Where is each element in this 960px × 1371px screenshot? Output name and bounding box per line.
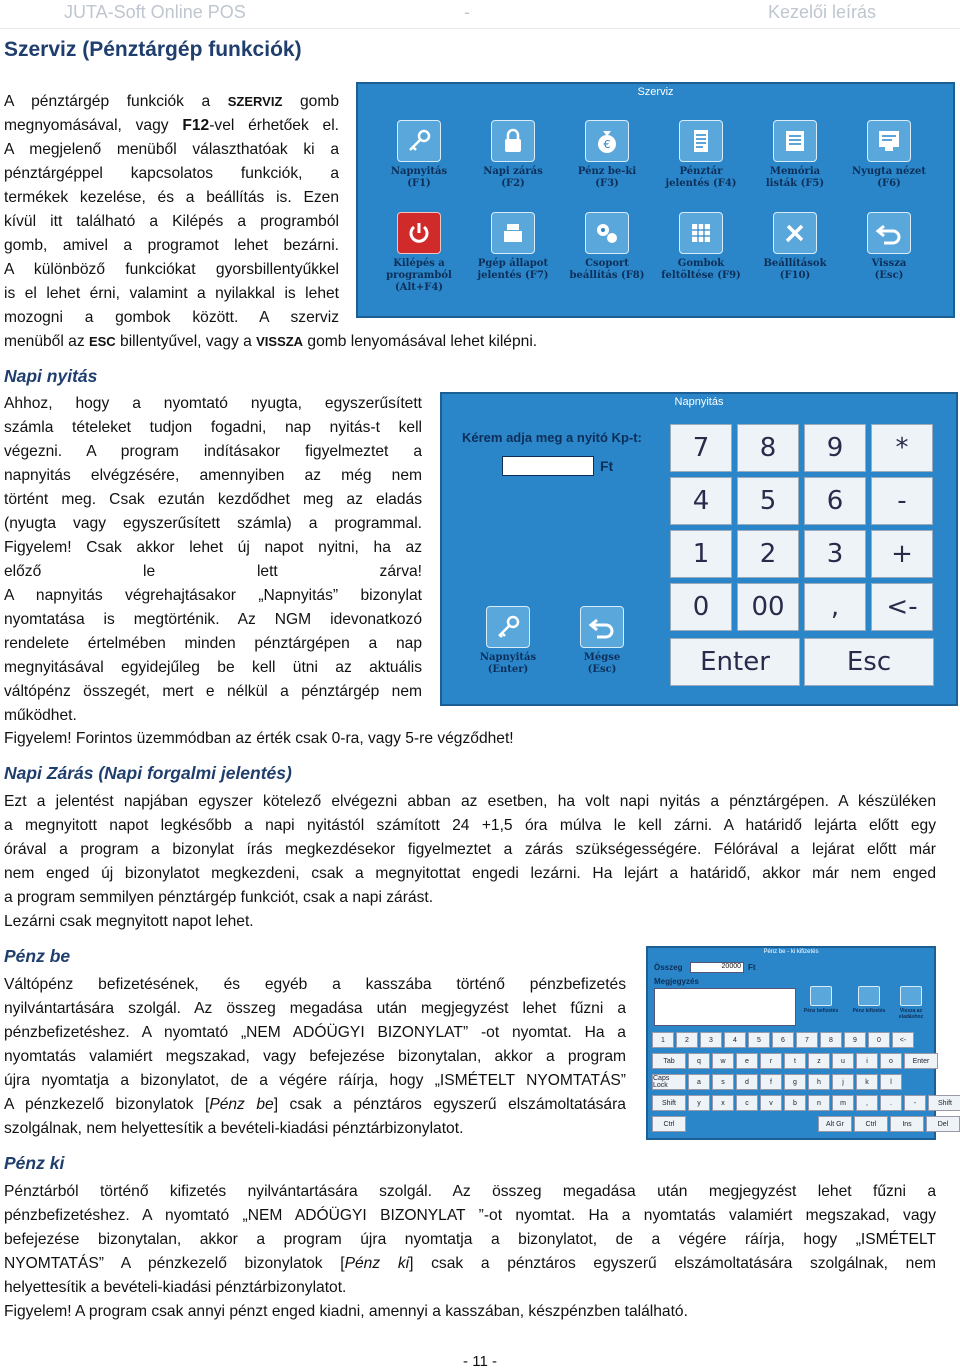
keyboard-key[interactable]: d <box>736 1074 758 1090</box>
szerviz-button-label: Pénz be-ki (F3) <box>577 166 637 189</box>
keyboard-key[interactable]: q <box>688 1053 710 1069</box>
keyboard-key[interactable]: 4 <box>724 1032 746 1048</box>
penz-ki-line-6: Figyelem! A program csak annyi pénzt enged kiadni, amennyi a kasszában, készpénzben található. <box>4 1303 688 1320</box>
szerviz-panel <box>356 82 955 318</box>
keyboard-key[interactable]: t <box>784 1053 806 1069</box>
penz-be-ki-dialog <box>646 946 952 1140</box>
napi-zaras-line-6: Lezárni csak megnyitott napot lehet. <box>4 913 254 930</box>
keypad-key[interactable]: * <box>871 424 933 472</box>
szerviz-panel-title: Szerviz <box>637 86 674 98</box>
intro-line-11: menüből az ESC billentyűvel, vagy a VISSZA gomb lenyomásával lehet kilépni. <box>4 333 538 350</box>
keyboard-key[interactable]: Del <box>926 1116 960 1132</box>
keypad-key[interactable]: 3 <box>804 530 866 578</box>
document-icon <box>679 120 723 162</box>
back-to-sale-label: Vissza az eladáshoz <box>898 1008 924 1020</box>
keyboard-key[interactable]: Enter <box>904 1053 938 1069</box>
szerviz-button-3[interactable] <box>560 120 654 190</box>
keypad-key[interactable]: - <box>871 477 933 525</box>
napi-nyitas-line-9: A napnyitás végrehajtásakor „Napnyitás” bizonylat <box>4 587 422 604</box>
keypad-key[interactable]: 5 <box>737 477 799 525</box>
penz-be-line-7: szolgálnak, nem helyettesítik a bevételi-kiadási pénztárbizonylatot. <box>4 1120 464 1137</box>
keyboard-key[interactable]: Ctrl <box>652 1116 686 1132</box>
szerviz-button-label: Kilépés a programból (Alt+F4) <box>386 258 452 293</box>
memory-list-icon <box>773 120 817 162</box>
intro-line-9: is el lehet érni, valamint a nyilakkal is lehet <box>4 285 339 302</box>
szerviz-button-10[interactable] <box>654 212 748 282</box>
lock-icon <box>491 120 535 162</box>
szerviz-button-4[interactable] <box>654 120 748 190</box>
keyboard-key[interactable]: <- <box>892 1032 914 1048</box>
keyboard-key[interactable]: Shift <box>928 1095 960 1111</box>
keyboard-key[interactable]: r <box>760 1053 782 1069</box>
keyboard-key[interactable]: u <box>832 1053 854 1069</box>
intro-line-4: pénztárgéppel kapcsolatos funkciók, a <box>4 165 339 182</box>
keyboard-key[interactable]: Ins <box>890 1116 924 1132</box>
gears-icon <box>585 212 629 254</box>
keyboard-key[interactable]: 9 <box>844 1032 866 1048</box>
keyboard-key[interactable]: y <box>688 1095 710 1111</box>
keyboard-key[interactable]: m <box>832 1095 854 1111</box>
keyboard-key[interactable]: 7 <box>796 1032 818 1048</box>
keyboard-key[interactable]: o <box>880 1053 902 1069</box>
szerviz-button-5[interactable] <box>748 120 842 190</box>
penz-ki-line-2: pénzbefizetéshez. A nyomtató „NEM ADÓÜGYI BIZONYLAT ”-ot nyomtat. Ha a nyomtatás valamiért megszakad, vagy <box>4 1207 936 1224</box>
szerviz-button-8[interactable] <box>466 212 560 282</box>
keyboard-key[interactable]: k <box>856 1074 878 1090</box>
keyboard-key[interactable]: 5 <box>748 1032 770 1048</box>
page-number: - 11 - <box>463 1353 497 1370</box>
opening-cash-input[interactable] <box>502 456 594 476</box>
szerviz-button-7[interactable] <box>372 212 466 294</box>
penz-be-line-1: Váltópénz befizetésének, és egyéb a kasszába történő pénzbefizetés <box>4 976 626 993</box>
keyboard-key[interactable]: 0 <box>868 1032 890 1048</box>
szerviz-button-1[interactable] <box>372 120 466 190</box>
keyboard-key[interactable]: 6 <box>772 1032 794 1048</box>
keyboard-key[interactable]: f <box>760 1074 782 1090</box>
keyboard-key[interactable]: Shift <box>652 1095 686 1111</box>
amount-label: Összeg <box>654 963 683 972</box>
napi-nyitas-line-13: váltópénz összegét, mert e nélkül a pénztárgép nem <box>4 683 422 700</box>
keyboard-key[interactable]: 2 <box>676 1032 698 1048</box>
szerviz-button-label: Napnyitás (F1) <box>390 166 448 189</box>
keyboard-key[interactable]: g <box>784 1074 806 1090</box>
keyboard-key[interactable]: v <box>760 1095 782 1111</box>
power-icon <box>397 212 441 254</box>
penz-be-line-3: pénzbefizetéshez. A nyomtató „NEM ADÓÜGYI BIZONYLAT” -ot nyomtat. Ha a <box>4 1024 626 1041</box>
keypad-key[interactable]: <- <box>871 583 933 631</box>
money-bag-icon[interactable] <box>858 986 880 1006</box>
keyboard-key[interactable]: 8 <box>820 1032 842 1048</box>
tools-icon <box>773 212 817 254</box>
keyboard-key[interactable]: x <box>712 1095 734 1111</box>
penz-ki-heading: Pénz ki <box>4 1153 65 1173</box>
penz-be-line-4: nyomtatás valamiért megszakad, vagy befejezése bizonytalan, akkor a program <box>4 1048 626 1065</box>
keyboard-key[interactable]: . <box>880 1095 902 1111</box>
napi-nyitas-line-2: számla tételeket tudjon fogadni, nap nyitás-t kell <box>4 419 422 436</box>
key-icon <box>486 606 530 648</box>
receipt-view-icon <box>867 120 911 162</box>
szerviz-button-label: Gombok feltöltése (F9) <box>661 258 741 281</box>
intro-line-2: megnyomásával, vagy F12-vel érhetőek el. <box>4 117 339 134</box>
penz-ki-line-3: befejezése bizonytalan, akkor a program újra nyomtatja a bizonylatot, de a végére ráírja, hogy „ISMÉTELT <box>4 1231 936 1248</box>
intro-line-3: A megjelenő menüből választhatóak ki a <box>4 141 339 158</box>
penz-ki-line-1: Pénztárból történő kifizetés nyilvántartására szolgál. Az összeg megadása után megjegyzést lehet fűzni a <box>4 1183 936 1200</box>
keypad-key[interactable]: , <box>804 583 866 631</box>
napi-nyitas-line-3: végezni. A program indításakor figyelmeztet a <box>4 443 422 460</box>
napnyitas-dialog <box>440 392 958 706</box>
penz-ki-line-4: NYOMTATÁS” A pénzkezelő bizonylatok [Pénz ki] csak a pénztáros egyszerű elszámoltatására szolgálnak, nem <box>4 1255 936 1272</box>
keyboard-key[interactable]: s <box>712 1074 734 1090</box>
intro-line-6: kívül itt található a Kilépés a programból <box>4 213 339 230</box>
keyboard-key[interactable]: 3 <box>700 1032 722 1048</box>
page-title: Szerviz (Pénztárgép funkciók) <box>4 38 302 61</box>
napnyitas-cancel-button[interactable]: Mégse (Esc) <box>564 606 640 676</box>
napi-nyitas-line-12: megnyitásával egyidejűleg be kell ütni az aktuális <box>4 659 422 676</box>
keyboard-key[interactable]: l <box>880 1074 902 1090</box>
szerviz-button-2[interactable] <box>466 120 560 190</box>
comment-input[interactable] <box>654 988 796 1026</box>
keyboard-key[interactable]: Tab <box>652 1053 686 1069</box>
back-arrow-icon <box>867 212 911 254</box>
penz-be-heading: Pénz be <box>4 946 71 966</box>
napnyitas-confirm-button[interactable]: Napnyitás (Enter) <box>470 606 546 676</box>
enter-key[interactable]: Enter <box>670 638 800 686</box>
szerviz-button-label: Csoport beállítás (F8) <box>569 258 645 281</box>
keyboard-key[interactable]: e <box>736 1053 758 1069</box>
keypad-key[interactable]: 2 <box>737 530 799 578</box>
keyboard-key[interactable]: a <box>688 1074 710 1090</box>
napi-nyitas-line-10: nyomtatása is megtörténik. Az NGM idevonatkozó <box>4 611 422 628</box>
deposit-button-label: Pénz befizetés <box>803 1008 839 1014</box>
esc-key[interactable]: Esc <box>804 638 934 686</box>
comment-label: Megjegyzés <box>654 977 699 986</box>
szerviz-button-6[interactable] <box>842 120 936 190</box>
napi-nyitas-heading: Napi nyitás <box>4 366 98 386</box>
keyboard-key[interactable]: h <box>808 1074 830 1090</box>
key-icon <box>397 120 441 162</box>
amount-unit: Ft <box>748 963 756 972</box>
keypad-key[interactable]: 4 <box>670 477 732 525</box>
napi-nyitas-line-11: rendelete értelmében minden pénztárgépen a nap <box>4 635 422 652</box>
back-arrow-icon <box>580 606 624 648</box>
money-bag-icon <box>585 120 629 162</box>
napi-nyitas-line-5: történt meg. Csak ezután kezdődhet meg az eladás <box>4 491 422 508</box>
keypad-key[interactable]: + <box>871 530 933 578</box>
keyboard-key[interactable]: - <box>904 1095 926 1111</box>
napi-zaras-line-4: nem enged új bizonylatot megkezdeni, csak a megnyitottat engedi lezárni. Ha lejárt a határidő, akkor már nem enged <box>4 865 936 882</box>
szerviz-button-label: Pénztár jelentés (F4) <box>665 166 737 189</box>
szerviz-button-label: Pgép állapot jelentés (F7) <box>477 258 549 281</box>
keypad-key[interactable]: 1 <box>670 530 732 578</box>
keyboard-key[interactable]: i <box>856 1053 878 1069</box>
keyboard-key[interactable]: b <box>784 1095 806 1111</box>
keyboard-key[interactable]: Alt Gr <box>818 1116 852 1132</box>
penz-be-line-6: A pénzkezelő bizonylatok [Pénz be] csak a pénztáros egyszerű elszámoltatására <box>4 1096 626 1113</box>
napi-nyitas-line-1: Ahhoz, hogy a nyomtató nyugta, egyszerűsített <box>4 395 422 412</box>
header-divider <box>0 28 960 29</box>
header-left: JUTA-Soft Online POS <box>64 2 246 22</box>
keypad-key[interactable]: 7 <box>670 424 732 472</box>
napi-nyitas-line-8: előző le lett zárva! <box>4 563 422 580</box>
napi-nyitas-line-7: Figyelem! Csak akkor lehet új napot nyitni, ha az <box>4 539 422 556</box>
keyboard-key[interactable]: z <box>808 1053 830 1069</box>
keypad-key[interactable]: 9 <box>804 424 866 472</box>
keyboard-key[interactable]: Ctrl <box>854 1116 888 1132</box>
szerviz-button-9[interactable] <box>560 212 654 282</box>
keyboard-key[interactable]: n <box>808 1095 830 1111</box>
keypad-key[interactable]: 6 <box>804 477 866 525</box>
napi-nyitas-line-14: működhet. <box>4 707 77 724</box>
keyboard-key[interactable]: , <box>856 1095 878 1111</box>
napi-zaras-line-3: órával a program a bizonylat írás megkezdésekor figyelmeztet a zárás szükségességére. Félórával a lejárat előtt már <box>4 841 936 858</box>
amount-input[interactable]: 20000 <box>690 962 744 973</box>
intro-line-7: gomb, amivel a programot lehet bezárni. <box>4 237 339 254</box>
szerviz-button-label: Vissza (Esc) <box>871 258 907 281</box>
napi-nyitas-line-6: (nyugta vagy egyszerűsített számla) a programmal. <box>4 515 422 532</box>
keyboard-key[interactable]: Caps Lock <box>652 1074 686 1090</box>
keyboard-key[interactable]: 1 <box>652 1032 674 1048</box>
napi-nyitas-line-4: napnyitás elvégzésére, amennyiben az még nem <box>4 467 422 484</box>
napi-zaras-line-1: Ezt a jelentést napjában egyszer kötelező elvégezni abban az esetben, ha volt napi nyitás a pénztárgépen. A készüléken <box>4 793 936 810</box>
back-arrow-icon[interactable] <box>900 986 922 1006</box>
keyboard-key[interactable]: w <box>712 1053 734 1069</box>
napi-zaras-line-2: a megnyitott napot legkésőbb a napi nyitástól számított 24 +1,5 óra múlva le kell zárni. A határidő lejárta előtt egy <box>4 817 936 834</box>
napi-zaras-heading: Napi Zárás (Napi forgalmi jelentés) <box>4 763 292 783</box>
szerviz-button-label: Beállítások (F10) <box>763 258 827 281</box>
napi-zaras-line-5: a program semmilyen pénztárgép funkciót, csak a napi zárást. <box>4 889 434 906</box>
page-header <box>0 0 960 26</box>
napi-nyitas-warning: Figyelem! Forintos üzemmódban az érték csak 0-ra, vagy 5-re végződhet! <box>4 730 514 747</box>
penz-ki-line-5: helyettesítik a bevételi-kiadási pénztárbizonylatot. <box>4 1279 347 1296</box>
napnyitas-prompt: Kérem adja meg a nyitó Kp-t: <box>462 430 642 445</box>
intro-line-10: mozogni a gombok között. A szerviz <box>4 309 339 326</box>
intro-line-8: A különböző funkciókat gyorsbillentyűkkel <box>4 261 339 278</box>
penz-dialog-title: Pénz be - ki kifizetés <box>763 949 819 955</box>
keypad-key[interactable]: 00 <box>737 583 799 631</box>
szerviz-button-label: Memória listák (F5) <box>765 166 825 189</box>
intro-line-1: A pénztárgép funkciók a SZERVIZ gomb <box>4 93 340 110</box>
szerviz-button-12[interactable] <box>842 212 936 282</box>
szerviz-button-label: Nyugta nézet (F6) <box>851 166 927 189</box>
szerviz-button-label: Napi zárás (F2) <box>483 166 543 189</box>
cash-register-icon <box>491 212 535 254</box>
napnyitas-dialog-title: Napnyitás <box>674 396 724 408</box>
header-right: Kezelői leírás <box>768 2 877 22</box>
currency-unit: Ft <box>600 458 614 474</box>
svg-text:€: € <box>603 138 611 151</box>
penz-be-line-2: nyilvántartására szolgál. Az összeg megadása után megjegyzést lehet fűzni a <box>4 1000 626 1017</box>
keypad-key[interactable]: 0 <box>670 583 732 631</box>
withdraw-button-label: Pénz kifizetés <box>852 1008 886 1014</box>
keypad-icon <box>679 212 723 254</box>
szerviz-button-11[interactable] <box>748 212 842 282</box>
header-separator: - <box>464 2 470 22</box>
keyboard-key[interactable]: c <box>736 1095 758 1111</box>
penz-be-line-5: újra nyomtatja a bizonylatot, de a végére ráírja, hogy „ISMÉTELT NYOMTATÁS” <box>4 1072 626 1089</box>
keyboard-key[interactable]: j <box>832 1074 854 1090</box>
money-bag-icon[interactable] <box>810 986 832 1006</box>
keypad-key[interactable]: 8 <box>737 424 799 472</box>
intro-line-5: termékek kezelése, és a beállítás is. Ezen <box>4 189 339 206</box>
